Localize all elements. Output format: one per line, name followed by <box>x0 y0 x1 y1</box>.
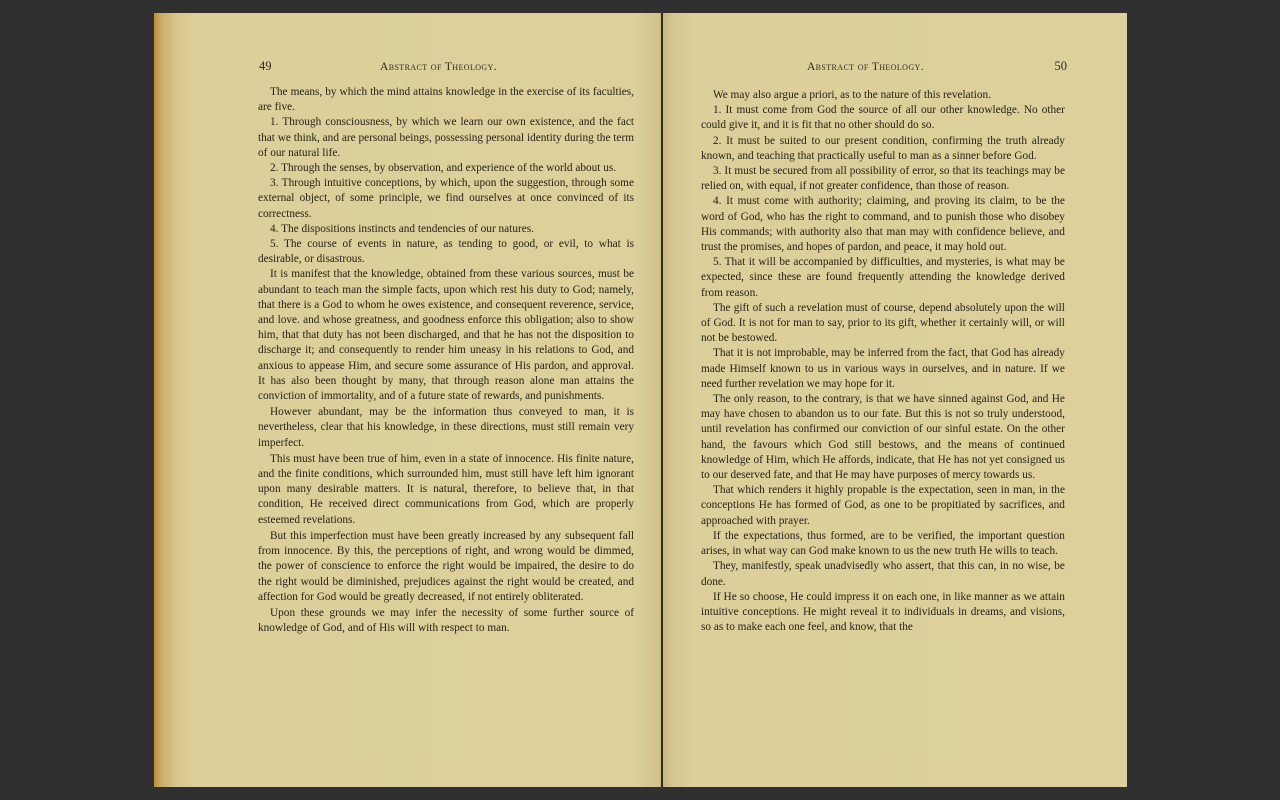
running-head: Abstract of Theology. <box>806 61 924 73</box>
page-body <box>258 85 634 636</box>
paragraph: The only reason, to the contrary, is that we have sinned against God, and He may have chosen to abandon us to our fate. But this is not so truly understood, until revelation has confirmed our conviction of our sinful estate. On the other hand, the favours which God still bestows, and the means of continued knowledge of Him, which He affords, indicate, that He has not yet consigned us to our deserved fate, and that He may have purposes of mercy towards us. <box>700 393 1065 482</box>
book-spread <box>154 13 1127 787</box>
page-body <box>701 88 1065 635</box>
paragraph: 5. The course of events in nature, as tending to good, or evil, to what is desirable, or disastrous. <box>258 238 634 266</box>
paragraph: 4. It must come with authority; claiming, and proving its claim, to be the word of God, who has the right to command, and to punish those who disobey His commands; with authority also that man may with confidence believe, and trust the promises, and hopes of pardon, and peace, it may hold out. <box>700 195 1065 254</box>
paragraph: That it is not improbable, may be inferred from the fact, that God has already made Himself known to us in various ways in ourselves, and in nature. If we need further revelation we may hope for it. <box>700 347 1065 390</box>
paragraph: 4. The dispositions instincts and tendencies of our natures. <box>270 222 534 235</box>
paragraph: 3. It must be secured from all possibility of error, so that its teachings may be relied on, with equal, if not greater confidence, than those of reason. <box>700 165 1065 193</box>
paragraph: 1. Through consciousness, by which we learn our own existence, and the fact that we think, and are personal beings, possessing personal identity during the term of our natural life. <box>258 116 634 159</box>
paragraph: If the expectations, thus formed, are to be verified, the important question arises, in what way can God make known to us the new truth He wills to teach. <box>700 529 1065 558</box>
running-head: Abstract of Theology. <box>380 61 498 73</box>
paragraph: It is manifest that the knowledge, obtained from these various sources, must be abundant to teach man the simple facts, upon which rest his duty to God; namely, that there is a God to whom he owes existence, and consequent reverence, service, and love. and whose greatness, and goodness enforce this obligation; also to show him, that that duty has not been discharged, and that he has not the disposition to discharge it; and consequently to render him uneasy in his relations to God, and anxious to appease Him, and secure some assurance of His pardon, and approval. It has also been thought by many, that through reason alone man attains the conviction of immortality, and of a future state of rewards, and punishments. <box>258 268 634 403</box>
paragraph: 2. Through the senses, by observation, and experience of the world about us. <box>270 162 617 175</box>
paragraph: 3. Through intuitive conceptions, by which, upon the suggestion, through some external object, of some principle, we find ourselves at once convinced of its correctness. <box>258 177 634 220</box>
paragraph: This must have been true of him, even in a state of innocence. His finite nature, and the finite conditions, which surrounded him, must still have left him ignorant upon many desirable matters. It is natural, therefore, to believe that, in that condition, He received direct communications from God, which are properly esteemed revelations. <box>258 452 634 526</box>
paragraph: They, manifestly, speak unadvisedly who assert, that this can, in no wise, be done. <box>700 560 1065 588</box>
paragraph: But this imperfection must have been greatly increased by any subsequent fall from innocence. By this, the perceptions of right, and wrong would be dimmed, the power of conscience to enforce the right would be impaired, the desire to do the right would be diminished, prejudices against the right would be created, and affection for God would be greatly decreased, if not entirely obliterated. <box>258 529 634 603</box>
right-page <box>663 13 1127 787</box>
paragraph: The gift of such a revelation must of course, depend absolutely upon the will of God. It is not for man to say, prior to its gift, whether it certainly will, or will not be bestowed. <box>700 301 1065 345</box>
paragraph: Upon these grounds we may infer the necessity of some further source of knowledge of God, and of His will with respect to man. <box>258 606 634 635</box>
paragraph: However abundant, may be the information thus conveyed to man, it is nevertheless, clear that his knowledge, in these directions, must still remain very imperfect. <box>258 406 634 449</box>
left-page <box>154 13 661 787</box>
paragraph: 1. It must come from God the source of all our other knowledge. No other could give it, and it is fit that no other should do so. <box>700 104 1065 132</box>
paragraph: We may also argue a priori, as to the nature of this revelation. <box>712 89 992 101</box>
page-number: 50 <box>1054 59 1067 73</box>
paragraph: 2. It must be suited to our present condition, confirming the truth already known, and teaching that practically useful to man as a sinner before God. <box>700 134 1065 162</box>
paragraph: If He so choose, He could impress it on each one, in like manner as we attain intuitive conceptions. He might reveal it to individuals in dreams, and visions, so as to make each one feel, and know, that the <box>700 590 1065 634</box>
paragraph: That which renders it highly propable is the expectation, seen in man, in the conceptions He has formed of God, as one to be propitiated by sacrifices, and approached with prayer. <box>700 484 1065 527</box>
paragraph: 5. That it will be accompanied by difficulties, and mysteries, is what may be expected, since these are found frequently attending the knowledge derived from reason. <box>700 256 1065 299</box>
paragraph: The means, by which the mind attains knowledge in the exercise of its faculties, are five. <box>258 86 634 114</box>
page-number: 49 <box>259 59 272 73</box>
